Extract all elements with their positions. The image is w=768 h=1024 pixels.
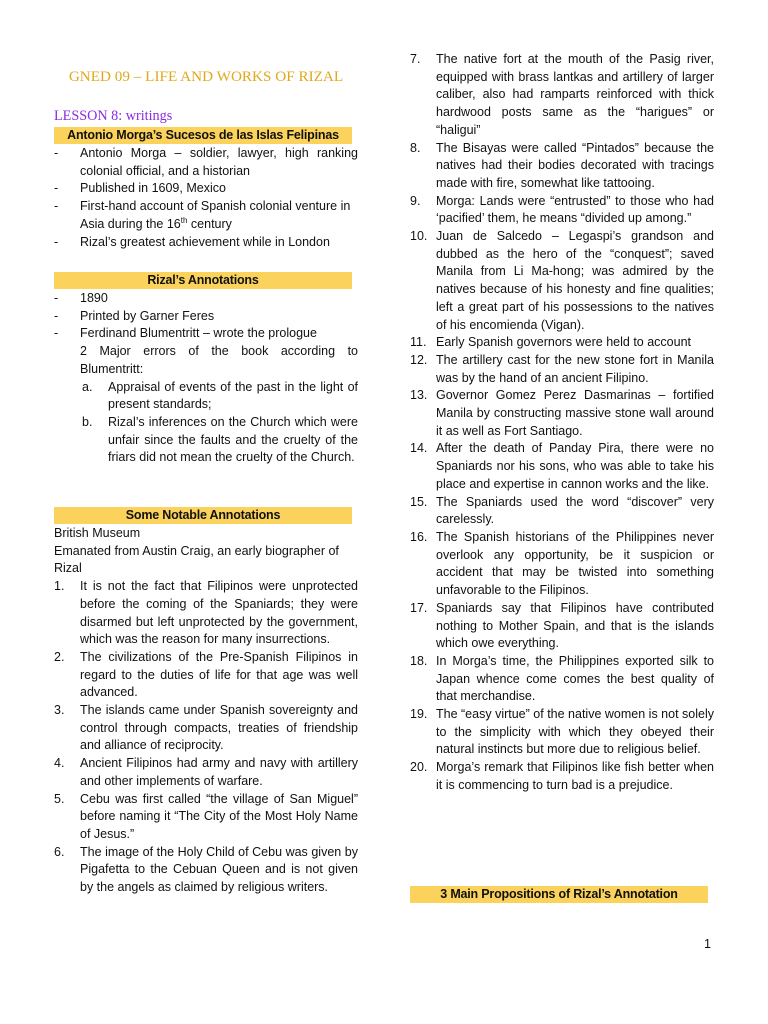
numbered-item: 15. The Spaniards used the word “discover” very carelessly.	[410, 494, 714, 527]
numbered-item: 3. The islands came under Spanish sovereignty and control through compacts, treaties of friendship and alliance of reciprocity.	[54, 703, 358, 753]
list-item: - Printed by Garner Feres	[54, 308, 215, 323]
source-line: Emanated from Austin Craig, an early biographer of Rizal	[54, 543, 339, 576]
numbered-item: 1. It is not the fact that Filipinos were unprotected before the coming of the Spaniards; they were disarmed but left unprotected by the government, which was the reason for many insurrections.	[54, 579, 358, 647]
numbered-item: 7. The native fort at the mouth of the Pasig river, equipped with brass lantkas and artillery of larger caliber, also had ramparts reinforced with thick hardwood posts same as the “harigues” or “haligui”	[410, 52, 714, 137]
list-item: - Antonio Morga – soldier, lawyer, high ranking colonial official, and a historian	[54, 146, 358, 178]
numbered-item: 14. After the death of Panday Pira, there were no Spaniards nor his sons, who was able to take his place and expertise in cannon works and the like.	[410, 441, 714, 491]
lesson-label: LESSON 8: writings	[54, 108, 173, 124]
numbered-item: 4. Ancient Filipinos had army and navy with artillery and other implements of warfare.	[54, 756, 358, 788]
numbered-item: 13. Governor Gomez Perez Dasmarinas – fortified Manila by constructing massive stone wall around it as well as Fort Santiago.	[410, 388, 714, 438]
numbered-item: 19. The “easy virtue” of the native women is not solely to the simplicity with which they obeyed their natural instincts but more due to religious belief.	[410, 707, 714, 757]
numbered-item: 16. The Spanish historians of the Philippines never overlook any opportunity, be it suspicion or accident that may be twisted into something unfavorable to the Filipinos.	[410, 529, 714, 598]
section-heading-notable: Some Notable Annotations	[54, 507, 352, 524]
numbered-item: 11. Early Spanish governors were held to account	[410, 335, 692, 350]
section-heading-propositions: 3 Main Propositions of Rizal’s Annotation	[410, 886, 708, 903]
section-heading-annotations: Rizal’s Annotations	[54, 272, 352, 289]
numbered-item: 5. Cebu was first called “the village of San Miguel” before naming it “The City of the Most Holy Name of Jesus.”	[54, 791, 358, 841]
page-number: 1	[704, 937, 711, 951]
numbered-item: 6. The image of the Holy Child of Cebu was given by Pigafetta to the Cebuan Queen and is not given by the angels as claimed by religious writers.	[54, 844, 358, 895]
source-line: British Museum	[54, 526, 141, 540]
numbered-item: 17. Spaniards say that Filipinos have contributed nothing to Mother Spain, and that is the islands which owe everything.	[410, 600, 714, 651]
numbered-item: 8. The Bisayas were called “Pintados” because the natives had their bodies decorated with tracings made with fire, somewhat like tattooing.	[410, 140, 714, 190]
document-title: GNED 09 – LIFE AND WORKS OF RIZAL	[68, 68, 344, 85]
list-item: - First-hand account of Spanish colonial venture in Asia during the 16th century	[54, 199, 351, 231]
list-item: - Published in 1609, Mexico	[54, 181, 226, 196]
errors-intro: 2 Major errors of the book according to Blumentritt:	[80, 344, 358, 376]
list-item: - Ferdinand Blumentritt – wrote the prologue	[54, 326, 317, 341]
numbered-item: 10. Juan de Salcedo – Legaspi’s grandson and dubbed as the hero of the “conquest”; saved Manila from Li Ma-hong; was admired by the natives because of his honesty and fine qualities; left a great part of his possessions to the natives of his encomienda (Vigan).	[410, 229, 714, 332]
numbered-item: 2. The civilizations of the Pre-Spanish Filipinos in regard to the duties of life for that age was well advanced.	[54, 649, 358, 700]
numbered-item: 18. In Morga’s time, the Philippines exported silk to Japan whence come comes the best quality of that merchandise.	[410, 653, 714, 704]
list-item: - 1890	[54, 291, 108, 305]
numbered-item: 12. The artillery cast for the new stone fort in Manila was by the hand of an ancient Filipino.	[410, 352, 714, 385]
error-item: b. Rizal’s inferences on the Church which were unfair since the faults and the cruelty of the friars did not mean the cruelty of the Church.	[82, 414, 358, 465]
numbered-item: 20. Morga’s remark that Filipinos like fish better when it is commencing to turn bad is a prejudice.	[410, 760, 714, 792]
notable-left-column	[54, 525, 358, 897]
numbered-item: 9. Morga: Lands were “entrusted” to those who had ‘pacified’ them, he means “divided up among.”	[410, 193, 714, 226]
list-item: - Rizal’s greatest achievement while in London	[54, 234, 330, 249]
section-heading-morga: Antonio Morga’s Sucesos de las Islas Felipinas	[54, 127, 352, 144]
annotations-list	[54, 290, 358, 467]
notable-right-column	[410, 51, 714, 795]
morga-list	[54, 145, 358, 251]
error-item: a. Appraisal of events of the past in the light of present standards;	[82, 379, 358, 412]
